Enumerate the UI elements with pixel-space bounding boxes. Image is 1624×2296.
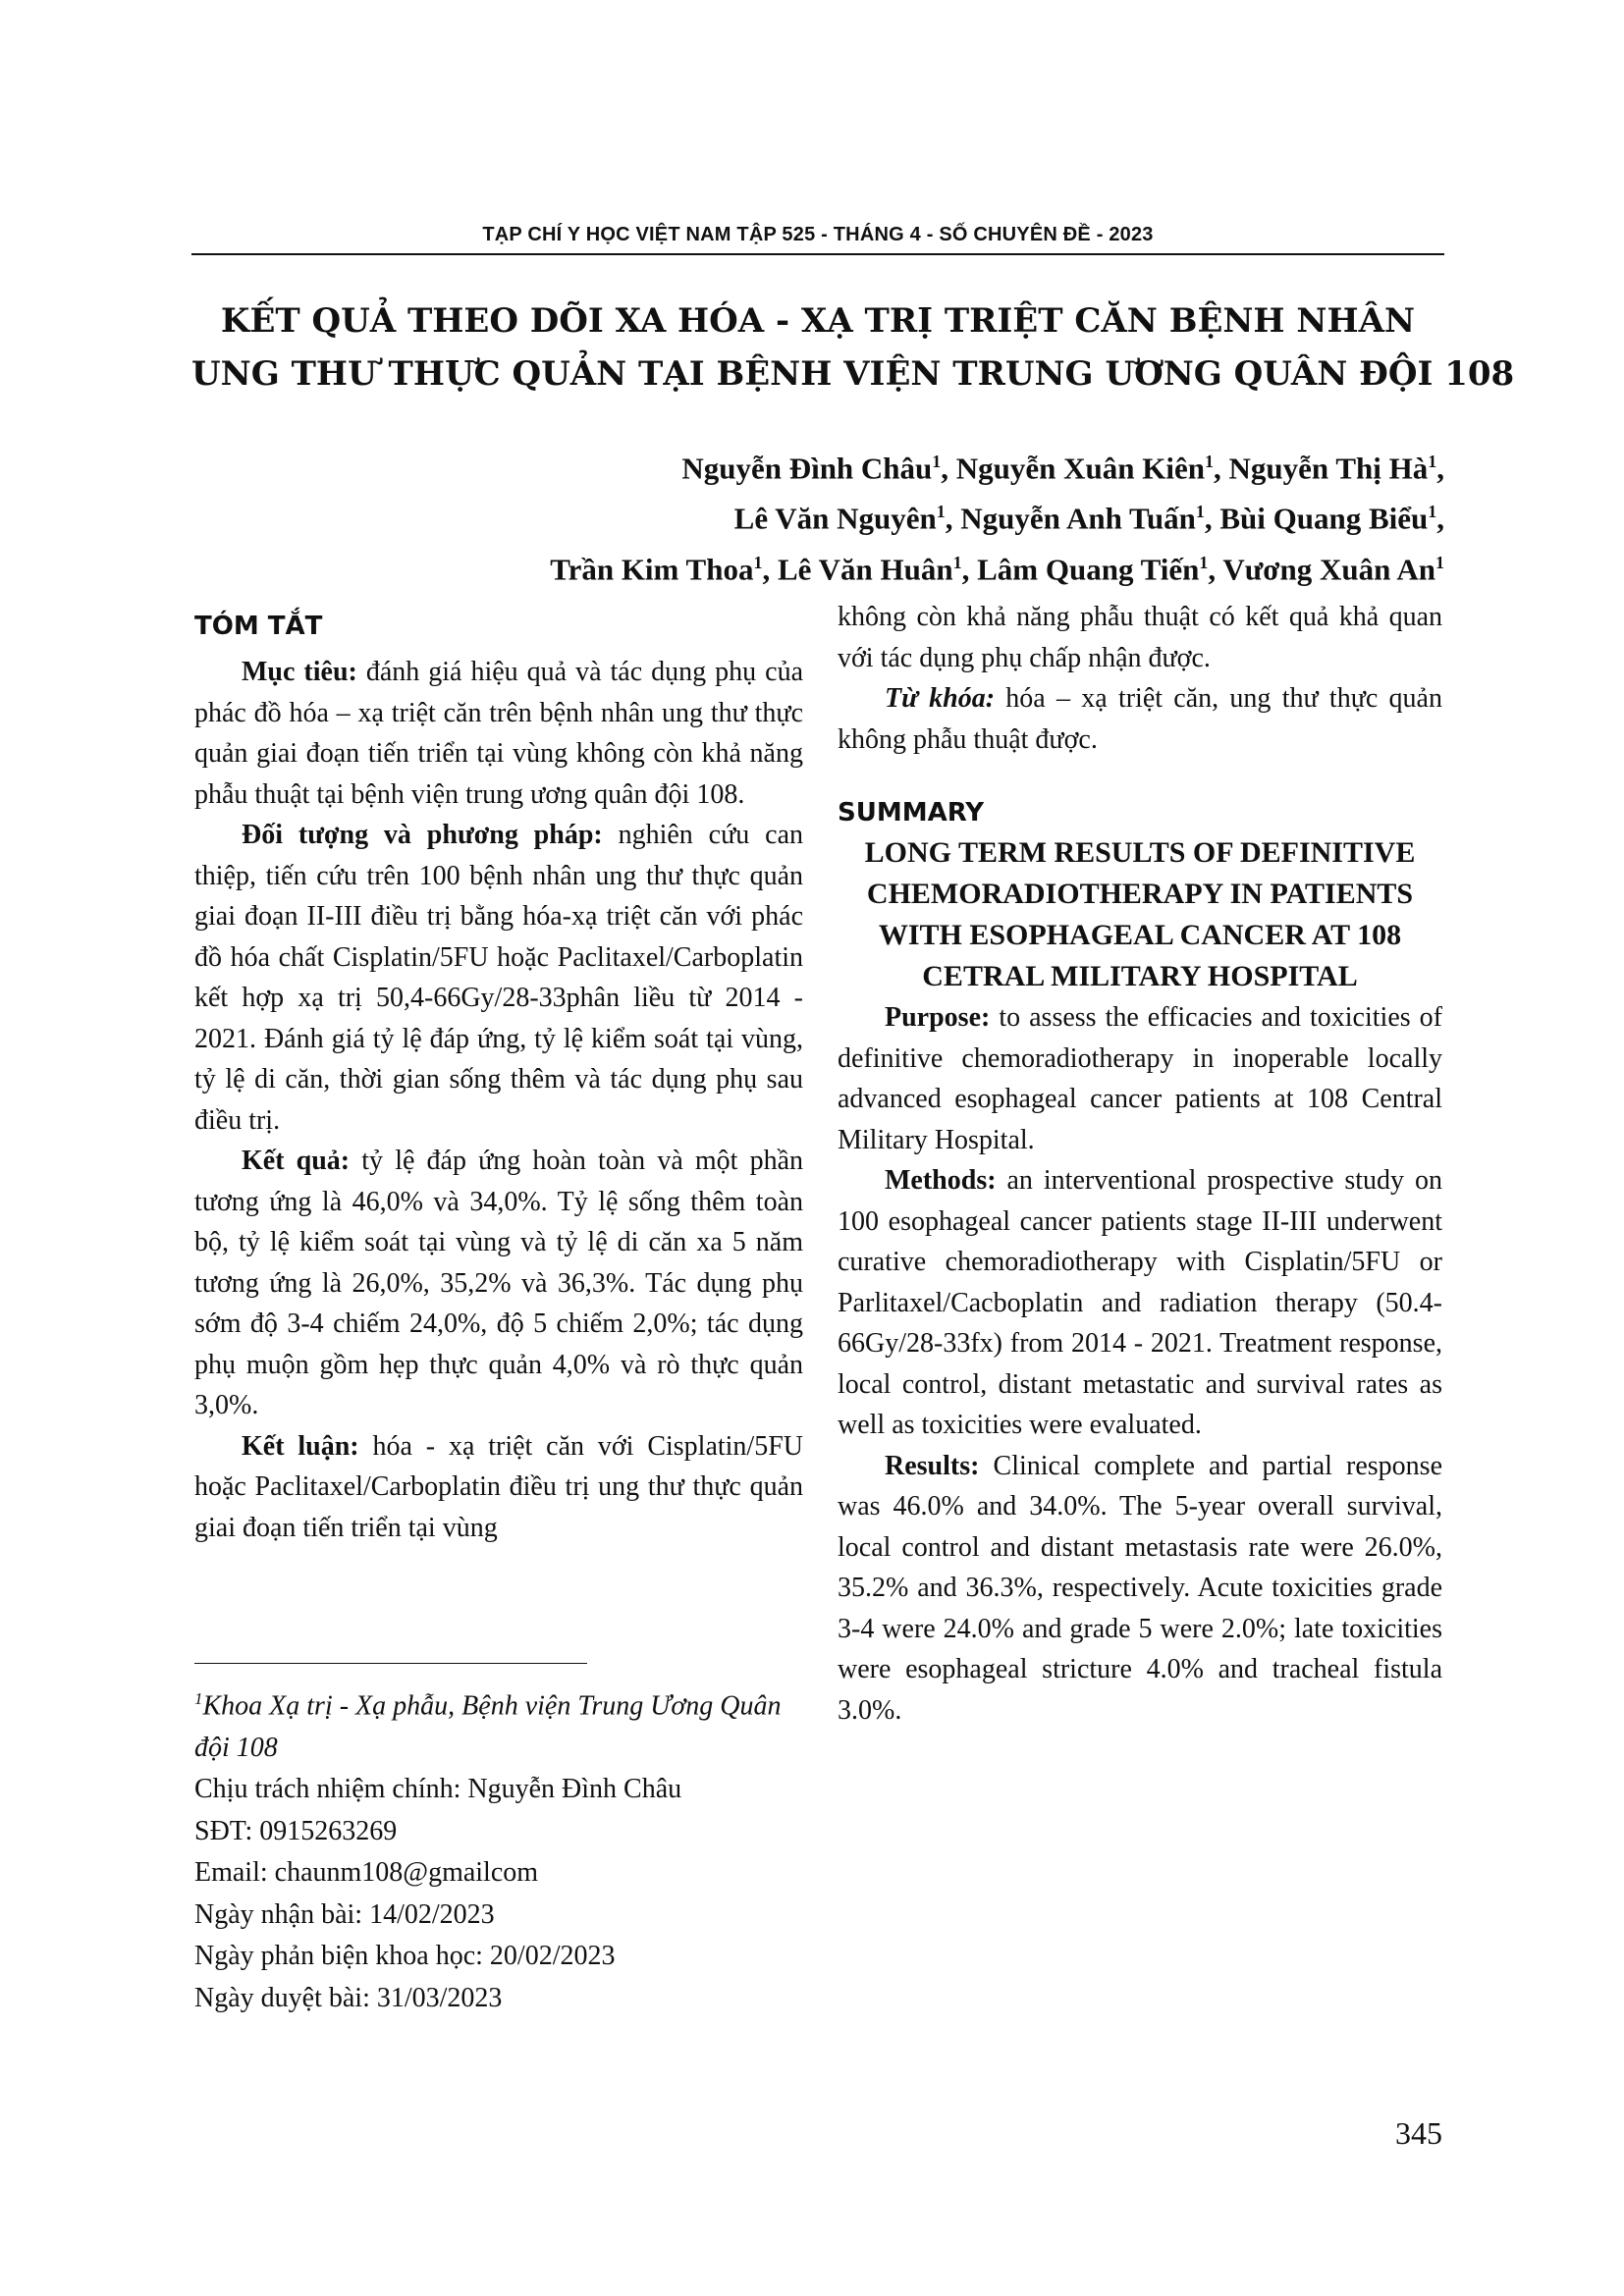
abstract-en-title: LONG TERM RESULTS OF DEFINITIVE CHEMORADIOTHERAPY IN PATIENTS WITH ESOPHAGEAL CANCER AT 108 CETRAL MILITARY HOSPITAL [864,836,1416,992]
article-title-line-2: UNG THƯ THỰC QUẢN TẠI BỆNH VIỆN TRUNG ƯƠNG QUÂN ĐỘI 108 [191,354,1515,394]
author-separator: , [1208,551,1223,586]
author-name: Nguyễn Đình Châu [681,451,933,486]
purpose-text: to assess the efficacies and toxicities of definitive chemoradiotherapy in inoperable locally advanced esophageal cancer patients at 108 Central Military Hospital. [838,1002,1442,1155]
methods-vi-paragraph [194,815,803,1141]
phone-number: SĐT: 0915263269 [194,1815,398,1846]
objective-paragraph [194,652,803,815]
results-en-label: Results: [885,1450,980,1481]
methods-vi-label: Đối tượng và phương pháp: [242,820,603,850]
author-separator: , [961,551,978,586]
conclusion-paragraph [194,1426,803,1546]
conclusion-continuation [838,597,1442,678]
objective-text: đánh giá hiệu quả và tác dụng phụ của phác đồ hóa – xạ triệt căn trên bệnh nhân ung thư thực quản giai đoạn tiến triển tại vùng không còn khả năng phẫu thuật tại bệnh viện trung ương quân đội 108. [194,657,804,810]
right-column [838,597,1442,1731]
abstract-vi-heading: TÓM TẮT [194,612,323,641]
keywords-label: Từ khóa: [885,683,996,714]
author-name: Bùi Quang Biểu [1219,501,1429,536]
affiliation-text: Khoa Xạ trị - Xạ phẫu, Bệnh viện Trung Ương Quân đội 108 [194,1690,782,1763]
purpose-paragraph [838,997,1442,1160]
purpose-label: Purpose: [885,1002,991,1033]
keywords-text: hóa – xạ triệt căn, ung thư thực quản không phẫu thuật được. [838,683,1442,755]
author-affiliation-mark: 1 [1199,552,1209,572]
methods-en-label: Methods: [885,1165,997,1196]
email-address: Email: chaunm108@gmailcom [194,1857,539,1889]
results-vi-paragraph [194,1141,803,1426]
results-vi-label: Kết quả: [242,1146,351,1176]
author-affiliation-mark: 1 [753,552,763,572]
author-name: Nguyễn Thị Hà [1228,451,1429,486]
running-header: TẠP CHÍ Y HỌC VIỆT NAM TẬP 525 - THÁNG 4 - SỐ CHUYÊN ĐỀ - 2023 [482,224,1154,245]
author-separator: , [945,501,961,536]
author-name: Lê Văn Nguyên [733,501,937,536]
author-line-1 [550,440,1444,490]
author-separator: , [762,551,778,586]
methods-vi-text: nghiên cứu can thiệp, tiến cứu trên 100 bệnh nhân ung thư thực quản giai đoạn II-III điều trị bằng hóa-xạ triệt căn với phác đồ hóa chất Cisplatin/5FU hoặc Paclitaxel/Carboplatin kết hợp xạ trị 50,4-66Gy/28-33phân liều từ 2014 - 2021. Đánh giá tỷ lệ đáp ứng, tỷ lệ kiểm soát tại vùng, tỷ lệ di căn, thời gian sống thêm và tác dụng phụ sau điều trị. [194,820,803,1136]
results-en-paragraph [838,1446,1442,1732]
conclusion-text: hóa - xạ triệt căn với Cisplatin/5FU hoặc Paclitaxel/Carboplatin điều trị ung thư thực quản giai đoạn tiến triển tại vùng [194,1430,803,1543]
left-column [194,607,803,1546]
corresponding-author: Chịu trách nhiệm chính: Nguyễn Đình Châu [194,1774,682,1805]
author-name: Vương Xuân An [1222,551,1435,586]
header-rule [191,253,1444,255]
author-separator: , [941,451,956,486]
author-separator: , [1436,501,1444,536]
received-date: Ngày nhận bài: 14/02/2023 [194,1898,495,1930]
conclusion-label: Kết luận: [242,1430,359,1462]
author-affiliation-mark: 1 [1195,502,1205,522]
author-affiliation-mark: 1 [936,502,946,522]
author-affiliation-mark: 1 [952,552,962,572]
abstract-en-heading: SUMMARY [838,798,985,828]
results-en-text: Clinical complete and partial response was 46.0% and 34.0%. The 5-year overall survival, local control and distant metastasis rate were 26.0%, 35.2% and 36.3%, respectively. Acute toxicities grade 3-4 were 24.0% and grade 5 were 2.0%; late toxicities were esophageal stricture 4.0% and tracheal fistula 3.0%. [838,1450,1442,1726]
affiliation-note [194,1679,823,1769]
footnote-rule [194,1663,587,1664]
author-affiliation-mark: 1 [1435,552,1444,572]
author-name: Nguyễn Xuân Kiên [955,451,1206,486]
footnotes [194,1679,823,2019]
author-affiliation-mark: 1 [1428,502,1437,522]
objective-label: Mục tiêu: [242,657,357,687]
methods-en-text: an interventional prospective study on 100 esophageal cancer patients stage II-III underwent curative chemoradiotherapy with Cisplatin/5FU or Parlitaxel/Cacboplatin and radiation therapy (50.4-66Gy/28-33fx) from 2014 - 2021. Treatment response, local control, distant metastatic and survival rates as well as toxicities were evaluated. [838,1165,1442,1440]
author-name: Nguyễn Anh Tuấn [960,501,1196,536]
page-number: 345 [1395,2115,1442,2151]
accepted-date: Ngày duyệt bài: 31/03/2023 [194,1982,503,2013]
article-title-line-1: KẾT QUẢ THEO DÕI XA HÓA - XẠ TRỊ TRIỆT CĂN BỆNH NHÂN [220,301,1416,341]
author-name: Trần Kim Thoa [550,551,754,586]
author-separator: , [1436,451,1444,486]
author-line-3 [550,541,1444,591]
author-line-2 [550,490,1444,540]
keywords-paragraph [838,678,1442,760]
methods-en-paragraph [838,1160,1442,1446]
author-affiliation-mark: 1 [1428,452,1437,471]
reviewed-date: Ngày phản biện khoa học: 20/02/2023 [194,1941,616,1972]
author-list [550,440,1444,591]
author-name: Lâm Quang Tiến [977,551,1200,586]
author-separator: , [1204,501,1220,536]
affiliation-mark: 1 [194,1689,203,1708]
author-affiliation-mark: 1 [1205,452,1215,471]
author-name: Lê Văn Huân [777,551,953,586]
results-vi-text: tỷ lệ đáp ứng hoàn toàn và một phần tương ứng là 46,0% và 34,0%. Tỷ lệ sống thêm toàn bộ, tỷ lệ kiểm soát tại vùng và tỷ lệ di căn xa 5 năm tương ứng là 26,0%, 35,2% và 36,3%. Tác dụng phụ sớm độ 3-4 chiếm 24,0%, độ 5 chiếm 2,0%; tác dụng phụ muộn gồm hẹp thực quản 4,0% và rò thực quản 3,0%. [194,1146,804,1420]
author-separator: , [1214,451,1229,486]
author-affiliation-mark: 1 [932,452,942,471]
article-title [191,294,1515,400]
conclusion-continuation-text: không còn khả năng phẫu thuật có kết quả khả quan với tác dụng phụ chấp nhận được. [838,602,1442,673]
